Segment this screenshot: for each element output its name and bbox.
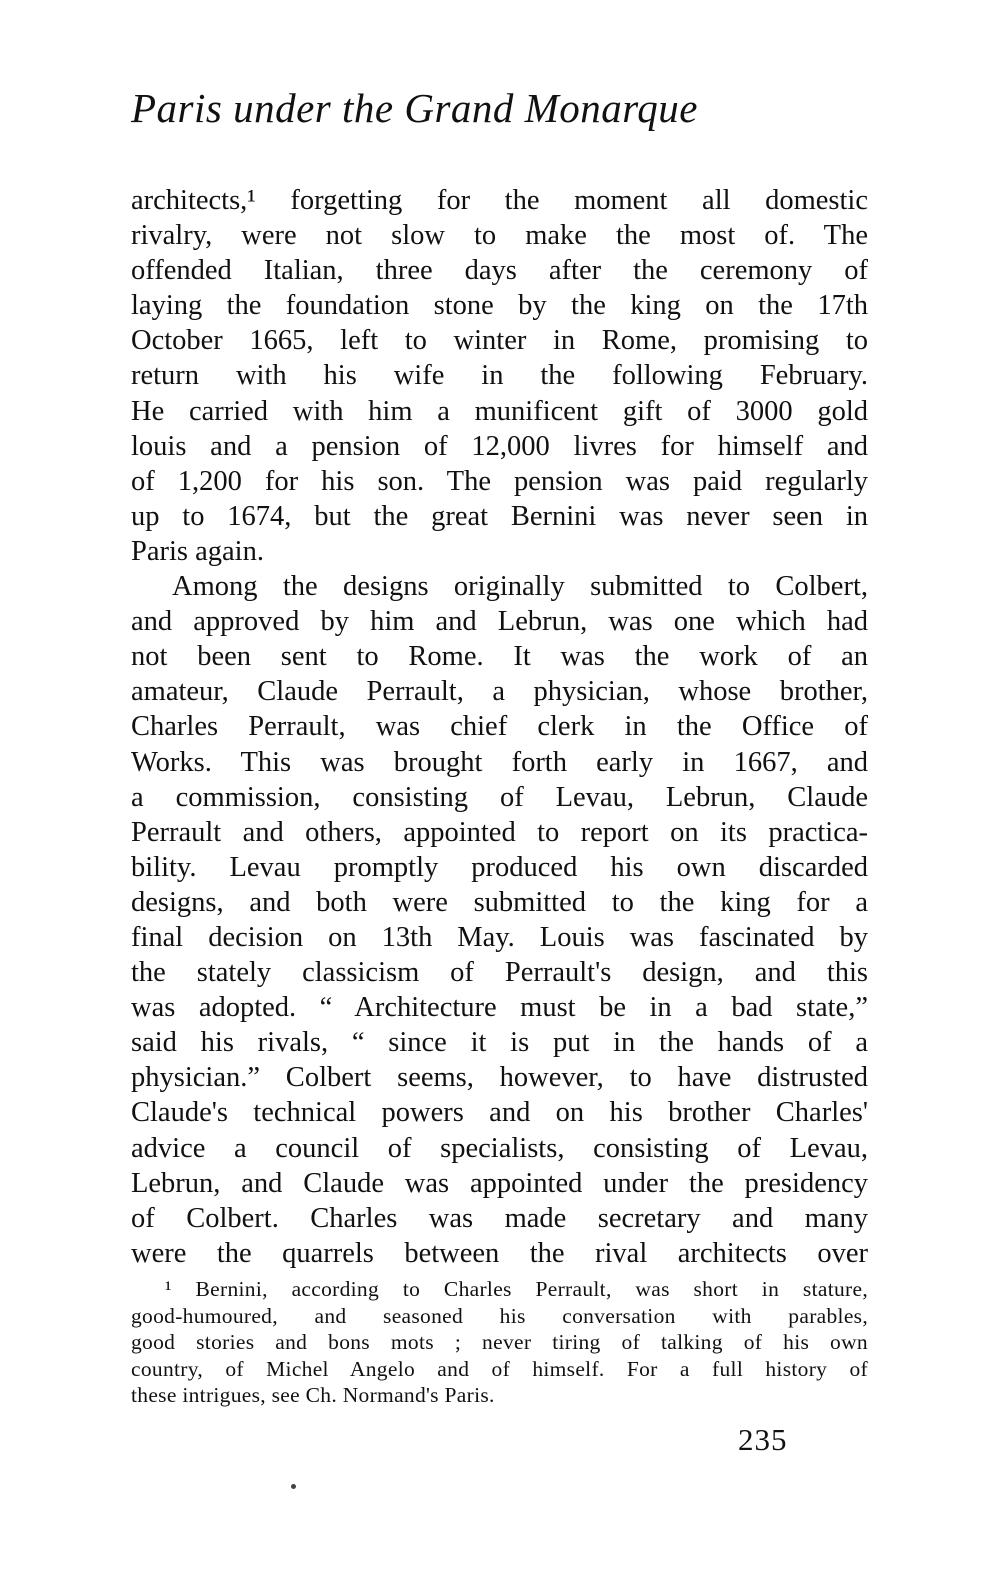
page-number: 235 <box>738 1422 788 1457</box>
running-head: Paris under the Grand Monarque <box>131 85 698 131</box>
body-line: physician.” Colbert seems, however, to have distrusted <box>131 1062 868 1094</box>
body-line: designs, and both were submitted to the king for a <box>131 886 868 918</box>
body-line: Among the designs originally submitted to Colbert, <box>172 571 868 603</box>
body-line: not been sent to Rome. It was the work of an <box>131 641 868 673</box>
ink-speck <box>291 1484 296 1489</box>
body-text <box>131 183 868 1271</box>
body-line: He carried with him a munificent gift of 3000 gold <box>131 395 868 427</box>
body-line: were the quarrels between the rival architects over <box>131 1237 868 1269</box>
footnote-line: good-humoured, and seasoned his conversation with parables, <box>131 1303 868 1328</box>
body-line: louis and a pension of 12,000 livres for himself and <box>131 430 868 462</box>
body-line: final decision on 13th May. Louis was fascinated by <box>131 921 868 953</box>
body-line: Charles Perrault, was chief clerk in the Office of <box>131 711 868 743</box>
footnote-line: these intrigues, see Ch. Normand's Paris. <box>131 1383 495 1408</box>
body-line: amateur, Claude Perrault, a physician, whose brother, <box>131 676 868 708</box>
body-line: Paris again. <box>131 535 264 567</box>
footnote-line: ¹ Bernini, according to Charles Perrault, was short in stature, <box>165 1277 868 1301</box>
body-line: October 1665, left to winter in Rome, promising to <box>131 325 868 357</box>
body-line: the stately classicism of Perrault's design, and this <box>131 957 868 989</box>
body-line: Claude's technical powers and on his brother Charles' <box>131 1097 868 1129</box>
body-line: Perrault and others, appointed to report on its practica- <box>131 816 868 848</box>
body-line: Works. This was brought forth early in 1667, and <box>131 746 868 778</box>
body-line: architects,¹ forgetting for the moment all domestic <box>131 185 868 216</box>
body-line: return with his wife in the following February. <box>131 360 868 392</box>
body-line: offended Italian, three days after the ceremony of <box>131 255 868 287</box>
body-line: of Colbert. Charles was made secretary and many <box>131 1202 868 1234</box>
footnotes <box>131 1276 868 1409</box>
body-line: was adopted. “ Architecture must be in a bad state,” <box>131 992 868 1024</box>
body-line: and approved by him and Lebrun, was one which had <box>131 606 868 638</box>
body-line: advice a council of specialists, consisting of Levau, <box>131 1132 868 1164</box>
body-line: bility. Levau promptly produced his own discarded <box>131 851 868 883</box>
body-line: a commission, consisting of Levau, Lebrun, Claude <box>131 781 868 813</box>
footnote-line: good stories and bons mots ; never tiring of talking of his own <box>131 1330 868 1355</box>
body-line: laying the foundation stone by the king on the 17th <box>131 290 868 322</box>
body-line: Lebrun, and Claude was appointed under the presidency <box>131 1167 868 1199</box>
footnote-line: country, of Michel Angelo and of himself. For a full history of <box>131 1356 868 1381</box>
body-line: said his rivals, “ since it is put in the hands of a <box>131 1027 868 1059</box>
body-line: of 1,200 for his son. The pension was paid regularly <box>131 465 868 497</box>
body-line: rivalry, were not slow to make the most of. The <box>131 220 868 252</box>
body-line: up to 1674, but the great Bernini was never seen in <box>131 500 868 532</box>
